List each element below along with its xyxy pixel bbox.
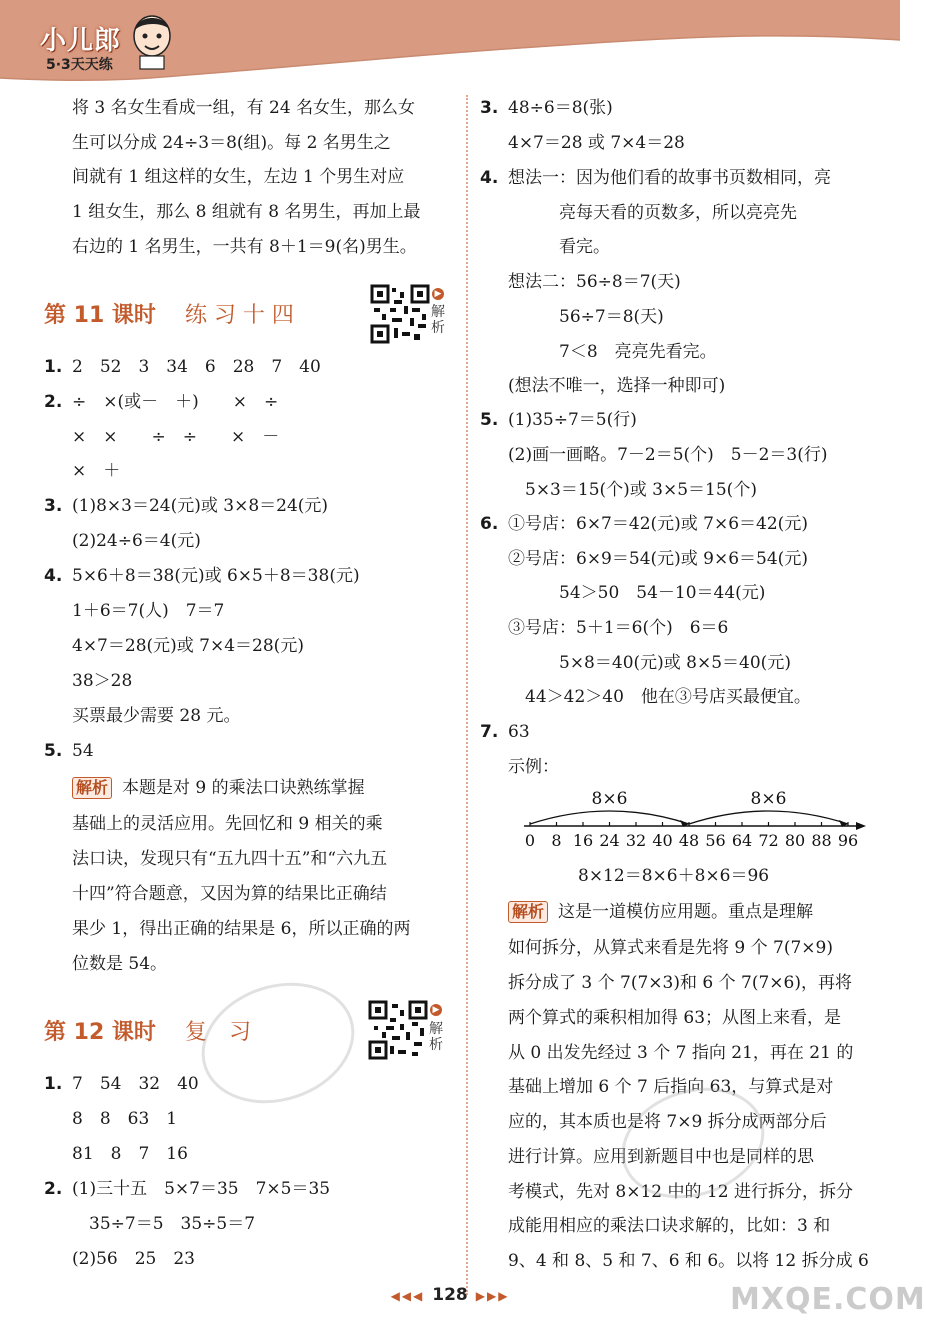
lesson-11-heading bbox=[44, 298, 294, 329]
answer-line: 4×7＝28(元)或 7×4＝28(元) bbox=[72, 636, 304, 656]
tick-label: 96 bbox=[837, 831, 859, 850]
mascot-icon bbox=[130, 12, 174, 70]
answer-text: 48÷6＝8(张) bbox=[508, 98, 613, 118]
item-number: 5. bbox=[480, 410, 499, 430]
analysis-line: 基础上的灵活应用。先回忆和 9 相关的乘 bbox=[72, 814, 383, 834]
column-divider bbox=[466, 95, 468, 1295]
answer-line: 7＜8 亮亮先看完。 bbox=[508, 342, 717, 362]
answer-text: 54 bbox=[72, 741, 94, 761]
tick-label: 88 bbox=[811, 831, 832, 850]
answer-line: ③号店：5＋1＝6(个) 6＝6 bbox=[508, 618, 729, 638]
answer-line bbox=[44, 1178, 330, 1200]
analysis-line: 从 0 出发先经过 3 个 7 指向 21，再在 21 的 bbox=[508, 1043, 854, 1063]
answer-line: 38＞28 bbox=[72, 671, 133, 691]
lesson-11-name: 练 习 十 四 bbox=[184, 303, 294, 328]
item-number: 1. bbox=[44, 1074, 63, 1094]
answer-line: 想法二：56÷8＝7(天) bbox=[508, 272, 681, 292]
answer-line bbox=[44, 740, 94, 762]
answer-text: ①号店：6×7＝42(元)或 7×6＝42(元) bbox=[508, 514, 808, 534]
answer-line bbox=[480, 721, 530, 743]
tick-label: 8 bbox=[551, 831, 562, 850]
item-number: 2. bbox=[44, 1179, 63, 1199]
answer-line: (想法不唯一，选择一种即可) bbox=[508, 376, 726, 396]
answer-line: 1＋6＝7(人) 7＝7 bbox=[72, 601, 225, 621]
lesson-11-number: 第 11 课时 bbox=[44, 303, 156, 328]
number-line-diagram bbox=[515, 788, 875, 858]
answer-line bbox=[44, 391, 278, 413]
brand-logo: 小儿郎 bbox=[40, 26, 122, 56]
analysis-line: 9、4 和 8、5 和 7、6 和 6。以将 12 拆分成 6 bbox=[508, 1251, 869, 1271]
answer-line bbox=[44, 1073, 199, 1095]
analysis-line bbox=[508, 901, 813, 923]
answer-line: 44＞42＞40 他在③号店买最便宜。 bbox=[508, 687, 811, 707]
analysis-line: 果少 1，得出正确的结果是 6，所以正确的两 bbox=[72, 919, 411, 939]
arc-label: 8×6 bbox=[591, 789, 628, 809]
answer-line: 54＞50 54－10＝44(元) bbox=[508, 583, 766, 603]
item-number: 3. bbox=[480, 98, 499, 118]
lesson-12-number: 第 12 课时 bbox=[44, 1020, 156, 1045]
analysis-line: 应的，其本质也是将 7×9 拆分成两部分后 bbox=[508, 1112, 827, 1132]
analysis-line: 基础上增加 6 个 7 后指向 63，与算式是对 bbox=[508, 1077, 834, 1097]
page-number: 128 bbox=[432, 1285, 468, 1305]
analysis-line: 成能用相应的乘法口诀求解的，比如：3 和 bbox=[508, 1216, 831, 1236]
answer-text: 想法一：因为他们看的故事书页数相同，亮 bbox=[508, 168, 831, 188]
item-number: 4. bbox=[480, 168, 499, 188]
item-number: 1. bbox=[44, 357, 63, 377]
analysis-line: 进行计算。应用到新题目中也是同样的思 bbox=[508, 1147, 814, 1167]
answer-line bbox=[480, 97, 613, 119]
answer-line: 示例： bbox=[508, 757, 559, 777]
intro-line: 1 组女生，那么 8 组就有 8 名男生，再加上最 bbox=[72, 202, 421, 222]
answer-line: 35÷7＝5 35÷5＝7 bbox=[72, 1214, 256, 1234]
qr-code-icon[interactable] bbox=[370, 284, 430, 344]
page-footer bbox=[0, 1285, 900, 1305]
answer-line: 81 8 7 16 bbox=[72, 1144, 188, 1164]
analysis-text: 这是一道模仿应用题。重点是理解 bbox=[558, 902, 814, 922]
tick-label: 72 bbox=[758, 831, 779, 850]
answer-text: (1)35÷7＝5(行) bbox=[508, 410, 637, 430]
analysis-text: 本题是对 9 的乘法口诀熟练掌握 bbox=[122, 778, 365, 798]
answer-line: 5×3＝15(个)或 3×5＝15(个) bbox=[508, 480, 757, 500]
analysis-line: 两个算式的乘积相加得 63；从图上来看，是 bbox=[508, 1008, 842, 1028]
intro-line: 将 3 名女生看成一组，有 24 名女生，那么女 bbox=[72, 98, 416, 118]
answer-line: ②号店：6×9＝54(元)或 9×6＝54(元) bbox=[508, 549, 808, 569]
lesson-12-name: 复 习 bbox=[184, 1020, 251, 1045]
answer-text: (1)8×3＝24(元)或 3×8＝24(元) bbox=[72, 496, 329, 516]
analysis-tag: 解析 bbox=[508, 901, 548, 923]
tick-label: 16 bbox=[572, 831, 594, 850]
analysis-line: 如何拆分，从算式来看是先将 9 个 7(7×9) bbox=[508, 938, 833, 958]
tick-label: 48 bbox=[678, 831, 700, 850]
item-number: 2. bbox=[44, 392, 63, 412]
play-arrow-icon: ▶ bbox=[430, 1004, 442, 1016]
answer-line: 8 8 63 1 bbox=[72, 1109, 178, 1129]
tick-label: 24 bbox=[599, 831, 620, 850]
brand-subtitle: 5·3天天练 bbox=[46, 57, 113, 73]
page-header bbox=[0, 0, 900, 90]
answer-line bbox=[480, 409, 637, 431]
prev-arrows-icon: ◀◀◀ bbox=[390, 1289, 425, 1303]
answer-line bbox=[44, 356, 321, 378]
answer-line: 亮每天看的页数多，所以亮亮先 bbox=[508, 203, 797, 223]
answer-line bbox=[480, 513, 808, 535]
intro-line: 生可以分成 24÷3＝8(组)。每 2 名男生之 bbox=[72, 133, 391, 153]
arc-label: 8×6 bbox=[750, 789, 787, 809]
answer-line: 5×8＝40(元)或 8×5＝40(元) bbox=[508, 653, 791, 673]
answer-text: ÷ ×(或－ ＋) × ÷ bbox=[72, 392, 279, 412]
answer-line: 看完。 bbox=[508, 237, 610, 257]
answer-text: 5×6＋8＝38(元)或 6×5＋8＝38(元) bbox=[72, 566, 360, 586]
answer-text: (1)三十五 5×7＝35 7×5＝35 bbox=[72, 1179, 331, 1199]
answer-text: 63 bbox=[508, 722, 530, 742]
answer-line: 56÷7＝8(天) bbox=[508, 307, 664, 327]
tick-label: 56 bbox=[705, 831, 726, 850]
item-number: 4. bbox=[44, 566, 63, 586]
answer-line: (2)画一画略。7－2＝5(个) 5－2＝3(行) bbox=[508, 445, 828, 465]
analysis-line bbox=[72, 777, 365, 799]
answer-line: (2)56 25 23 bbox=[72, 1249, 195, 1269]
item-number: 7. bbox=[480, 722, 499, 742]
answer-line: 买票最少需要 28 元。 bbox=[72, 706, 241, 726]
tick-label: 64 bbox=[731, 831, 753, 850]
answer-line: × × ÷ ÷ × － bbox=[72, 427, 280, 447]
stamp-watermark bbox=[186, 964, 370, 1123]
tick-label: 32 bbox=[625, 831, 647, 850]
next-arrows-icon: ▶▶▶ bbox=[475, 1289, 510, 1303]
play-arrow-icon: ▶ bbox=[432, 288, 444, 300]
qr-code-icon[interactable] bbox=[368, 1000, 428, 1060]
tick-label: 80 bbox=[784, 831, 806, 850]
answer-text: 2 52 3 34 6 28 7 40 bbox=[72, 357, 321, 377]
tick-label: 0 bbox=[524, 831, 536, 850]
tick-label: 40 bbox=[652, 831, 673, 850]
intro-line: 间就有 1 组这样的女生，左边 1 个男生对应 bbox=[72, 167, 405, 187]
answer-line bbox=[44, 495, 328, 517]
answer-line bbox=[44, 565, 360, 587]
item-number: 6. bbox=[480, 514, 499, 534]
intro-line: 右边的 1 名男生，一共有 8＋1＝9(名)男生。 bbox=[72, 237, 417, 257]
answer-line: × ＋ bbox=[72, 461, 121, 481]
analysis-line: 位数是 54。 bbox=[72, 954, 168, 974]
answer-line: (2)24÷6＝4(元) bbox=[72, 531, 201, 551]
item-number: 3. bbox=[44, 496, 63, 516]
answer-text: 7 54 32 40 bbox=[72, 1074, 199, 1094]
analysis-line: 拆分成了 3 个 7(7×3)和 6 个 7(7×6)，再将 bbox=[508, 973, 852, 993]
analysis-line: 法口诀，发现只有“五九四十五”和“六九五 bbox=[72, 849, 388, 869]
analysis-line: 十四”符合题意，又因为算的结果比正确结 bbox=[72, 884, 387, 904]
analysis-tag: 解析 bbox=[72, 777, 112, 799]
analysis-line: 考模式，先对 8×12 中的 12 进行拆分，拆分 bbox=[508, 1182, 853, 1202]
axis-arrow-icon bbox=[856, 822, 866, 830]
number-line-equation: 8×12＝8×6＋8×6＝96 bbox=[578, 866, 770, 886]
answer-line: 4×7＝28 或 7×4＝28 bbox=[508, 133, 685, 153]
qr-label: 解析 bbox=[431, 304, 445, 336]
qr-label: 解析 bbox=[429, 1021, 443, 1053]
item-number: 5. bbox=[44, 741, 63, 761]
answer-line bbox=[480, 167, 831, 189]
site-watermark: MXQE.COM bbox=[730, 1282, 926, 1317]
